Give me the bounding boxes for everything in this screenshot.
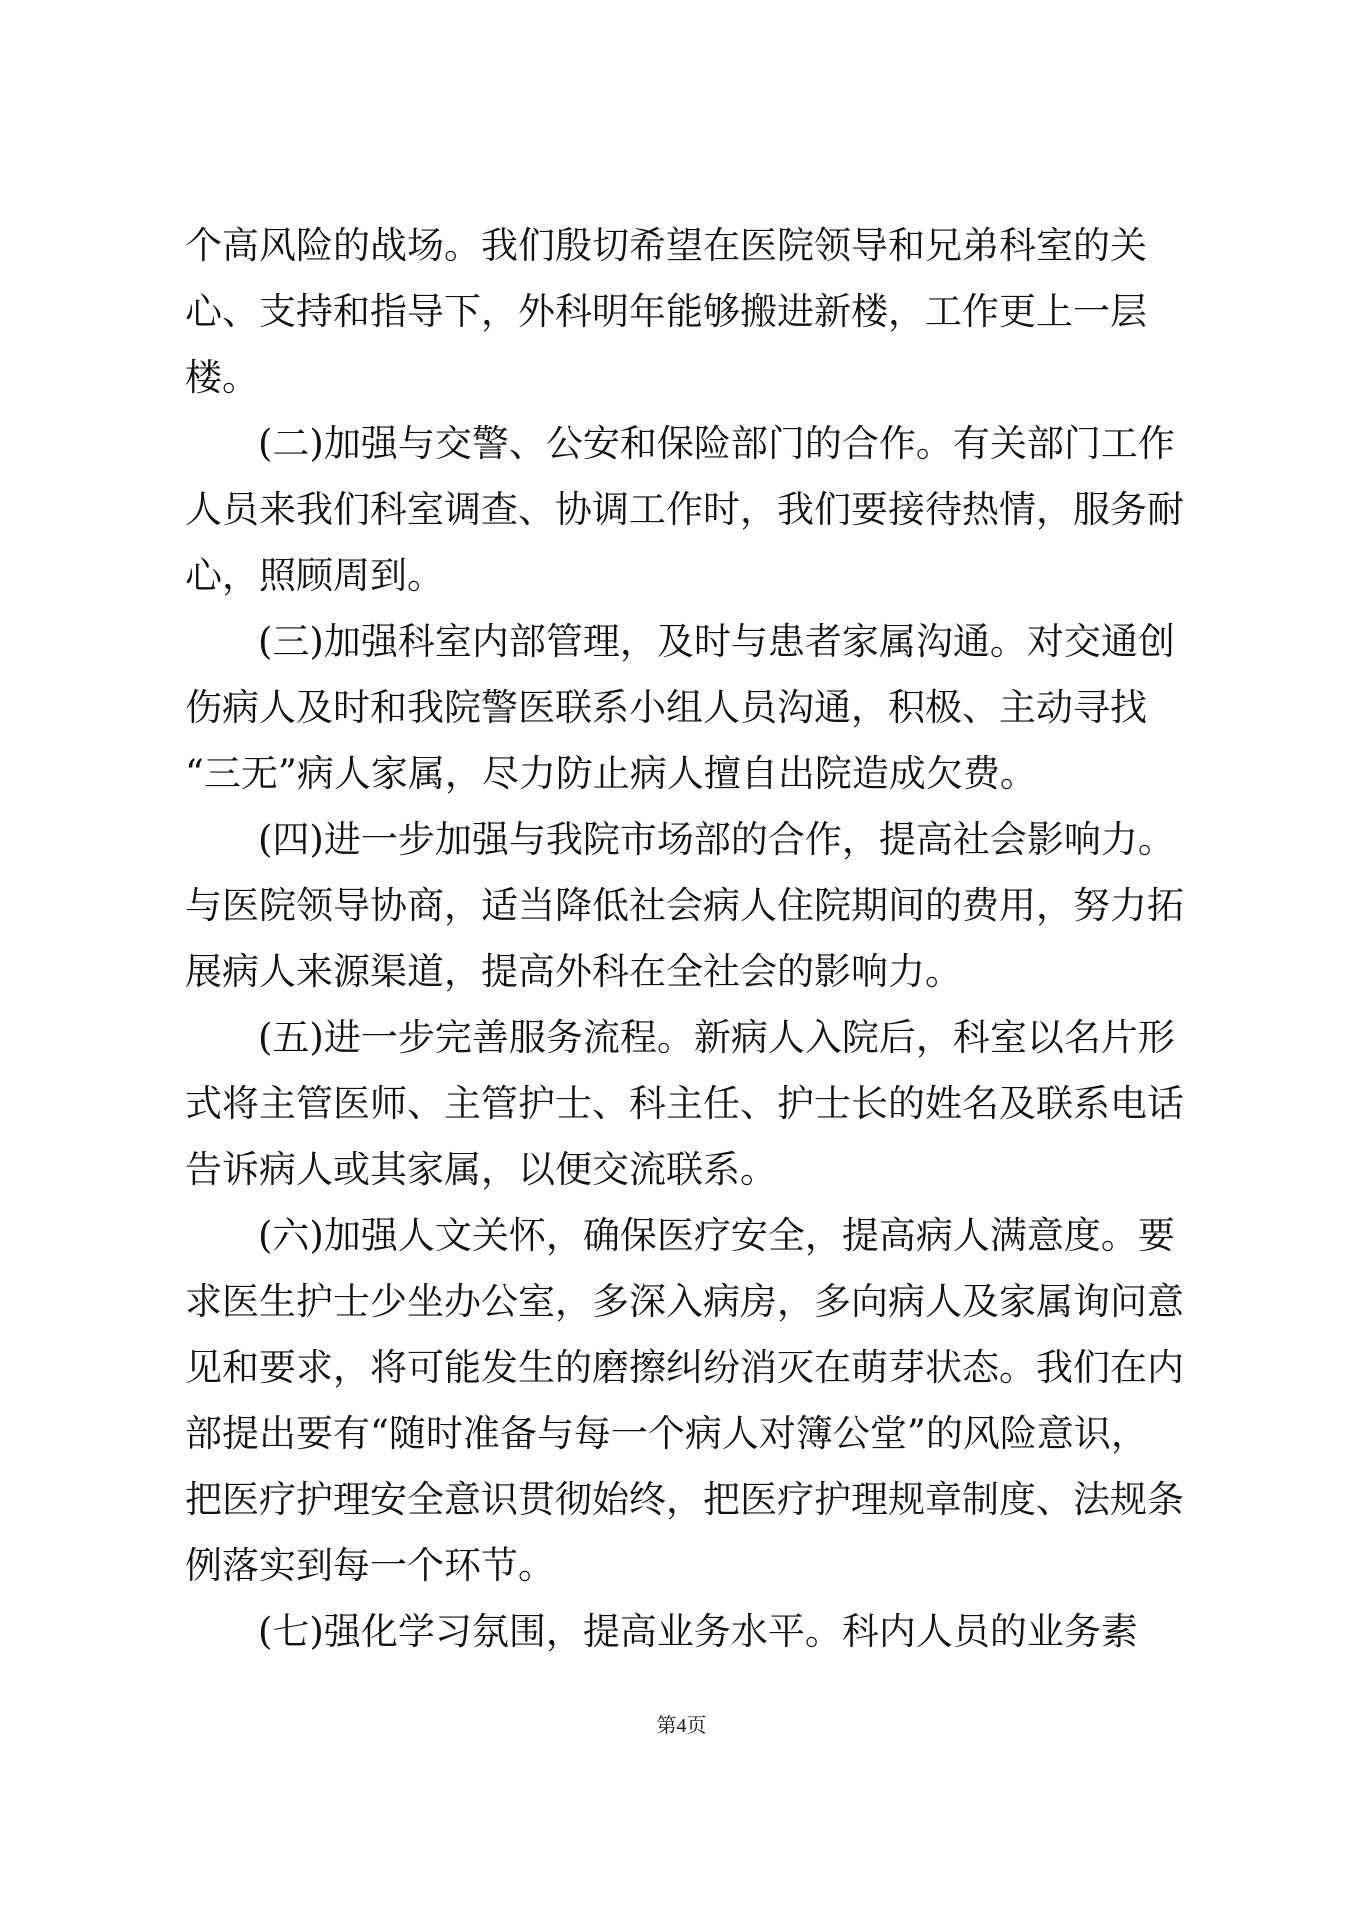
paragraph-start-line: (五)进一步完善服务流程。新病人入院后，科室以名片形 [258,1016,1175,1059]
text-line: 部提出要有“随时准备与每一个病人对簿公堂”的风险意识， [185,1412,1148,1455]
text-line: 见和要求，将可能发生的磨擦纠纷消灭在萌芽状态。我们在内 [185,1346,1184,1389]
text-line: 式将主管医师、主管护士、科主任、护士长的姓名及联系电话 [185,1082,1184,1125]
text-line: 与医院领导协商，适当降低社会病人住院期间的费用，努力拓 [185,884,1184,927]
text-line: 个高风险的战场。我们殷切希望在医院领导和兄弟科室的关 [185,224,1147,267]
text-line: 求医生护士少坐办公室，多深入病房，多向病人及家属询问意 [185,1280,1184,1323]
text-line: 把医疗护理安全意识贯彻始终，把医疗护理规章制度、法规条 [185,1478,1184,1521]
paragraph-start-line: (二)加强与交警、公安和保险部门的合作。有关部门工作 [258,422,1175,465]
text-line: 伤病人及时和我院警医联系小组人员沟通，积极、主动寻找 [185,686,1147,729]
text-line: “三无”病人家属，尽力防止病人擅自出院造成欠费。 [185,752,1037,795]
paragraph-start-line: (六)加强人文关怀，确保医疗安全，提高病人满意度。要 [258,1214,1175,1257]
text-line: 心，照顾周到。 [185,554,444,597]
text-line: 楼。 [185,356,259,399]
paragraph-start-line: (三)加强科室内部管理，及时与患者家属沟通。对交通创 [258,620,1175,663]
paragraph-start-line: (七)强化学习氛围，提高业务水平。科内人员的业务素 [258,1610,1138,1653]
text-line: 人员来我们科室调查、协调工作时，我们要接待热情，服务耐 [185,488,1184,531]
text-line: 例落实到每一个环节。 [185,1544,555,1587]
paragraph-start-line: (四)进一步加强与我院市场部的合作，提高社会影响力。 [258,818,1175,861]
text-line: 心、支持和指导下，外科明年能够搬进新楼，工作更上一层 [185,290,1147,333]
text-line: 告诉病人或其家属，以便交流联系。 [185,1148,777,1191]
page-number: 第4页 [656,1715,707,1737]
text-line: 展病人来源渠道，提高外科在全社会的影响力。 [185,950,962,993]
